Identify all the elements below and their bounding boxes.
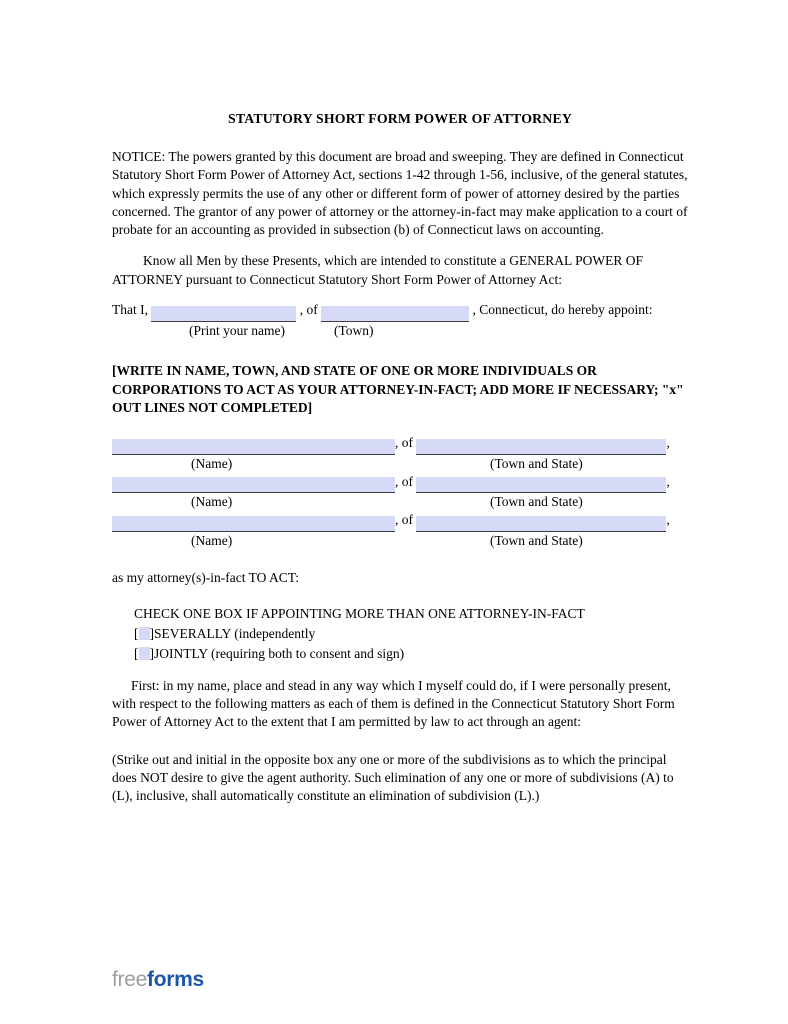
jointly-label: JOINTLY (154, 646, 208, 662)
principal-name-input[interactable] (151, 306, 296, 322)
document-content (112, 0, 688, 805)
principal-line-suffix: , Connecticut, do hereby appoint: (472, 302, 653, 318)
row-trailing-comma: , (666, 435, 670, 451)
appointee-1-name-input[interactable] (112, 439, 395, 455)
appointee-2-name-input[interactable] (112, 477, 395, 493)
name-label: (Name) (191, 455, 233, 471)
check-box-heading: CHECK ONE BOX IF APPOINTING MORE THAN ONE ATTORNEY-IN-FACT (134, 606, 585, 622)
row-trailing-comma: , (666, 512, 670, 528)
town-state-label: (Town and State) (490, 533, 583, 549)
jointly-description: (requiring both to consent and sign) (207, 646, 405, 662)
jointly-checkbox[interactable] (139, 647, 150, 660)
town-state-label: (Town and State) (490, 494, 583, 510)
notice-paragraph: NOTICE: The powers granted by this document are broad and sweeping. They are defined in Connecticut Statutory Short Form Power of Attorney Act, sections 1-42 through 1-56, inclusive, of the general statutes, which expressly permits the use of any other or different form of power of attorney desired by the parties concerned. The grantor of any power of attorney or the attorney-in-fact may make application to a court of probate for an accounting as provided in subsection (b) of Connecticut laws on accounting. (112, 149, 688, 238)
name-label: (Name) (191, 533, 233, 549)
appointee-row-labels (112, 455, 688, 473)
preamble-paragraph: Know all Men by these Presents, which are intended to constitute a GENERAL POWER OF ATTORNEY pursuant to Connecticut Statutory Short Form Power of Attorney Act: (112, 253, 644, 287)
bracket-close: ] (149, 646, 154, 662)
write-in-instruction: [WRITE IN NAME, TOWN, AND STATE OF ONE OR MORE INDIVIDUALS OR CORPORATIONS TO ACT AS YOUR ATTORNEY-IN-FACT; ADD MORE IF NECESSARY; "x" OUT LINES NOT COMPLETED] (112, 362, 684, 416)
severally-label: SEVERALLY (154, 625, 231, 641)
attorney-act-line: as my attorney(s)-in-fact TO ACT: (112, 570, 300, 586)
row-connector: , of (395, 435, 413, 451)
principal-line (112, 301, 688, 322)
severally-checkbox[interactable] (139, 627, 150, 640)
principal-town-input[interactable] (321, 306, 469, 322)
appointee-3-name-input[interactable] (112, 516, 395, 532)
appointee-row (112, 511, 688, 532)
principal-line-prefix: That I, (112, 302, 148, 318)
appointee-row-labels (112, 493, 688, 511)
appointee-2-town-input[interactable] (416, 477, 666, 493)
print-name-label: (Print your name) (189, 322, 285, 338)
row-connector: , of (395, 473, 413, 489)
town-label: (Town) (334, 322, 374, 338)
name-label: (Name) (191, 494, 233, 510)
appointee-rows (112, 434, 688, 550)
jointly-option (134, 644, 688, 665)
appointee-3-town-input[interactable] (416, 516, 666, 532)
town-state-label: (Town and State) (490, 455, 583, 471)
row-trailing-comma: , (666, 473, 670, 489)
freeforms-logo (112, 968, 204, 991)
appointee-row-labels (112, 532, 688, 550)
principal-labels (112, 322, 688, 340)
bracket-open: [ (134, 646, 139, 662)
bracket-close: ] (149, 625, 154, 641)
severally-option (134, 624, 688, 645)
first-paragraph: First: in my name, place and stead in any way which I myself could do, if I were personally present, with respect to the following matters as each of them is defined in the Connecticut Statutory Short Form Power of Attorney Act to the extent that I am permitted by law to act through an agent: (112, 677, 675, 730)
appointee-1-town-input[interactable] (416, 439, 666, 455)
bracket-open: [ (134, 625, 139, 641)
document-title: STATUTORY SHORT FORM POWER OF ATTORNEY (227, 111, 573, 126)
severally-description: (independently (230, 625, 316, 641)
principal-line-connector: , of (299, 302, 318, 318)
appointee-row (112, 473, 688, 494)
logo-forms-text: forms (147, 968, 204, 991)
row-connector: , of (395, 512, 413, 528)
strike-out-paragraph: (Strike out and initial in the opposite box any one or more of the subdivisions as to which the principal does NOT desire to give the agent authority. Such elimination of any one or more of subdivisions (A) to (L), inclusive, shall automatically constitute an elimination of subdivision (L).) (112, 751, 674, 804)
appointee-row (112, 434, 688, 455)
logo-free-text: free (112, 968, 147, 991)
